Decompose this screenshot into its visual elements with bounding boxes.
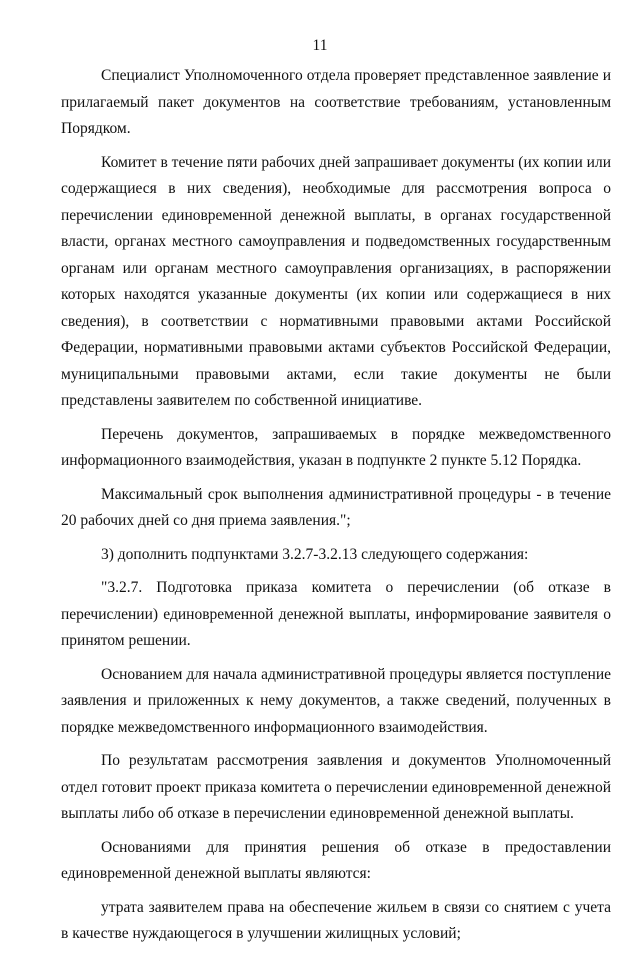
document-body bbox=[61, 63, 611, 955]
paragraph-max-term: Максимальный срок выполнения административной процедуры - в течение 20 рабочих дней со дня приема заявления."; bbox=[61, 485, 611, 529]
paragraph-procedure-basis: Основанием для начала административной процедуры является поступление заявления и приложенных к нему документов, а также сведений, полученных в порядке межведомственного информационного взаимодействия. bbox=[61, 665, 611, 736]
paragraph-amendment-item-3: 3) дополнить подпунктами 3.2.7-3.2.13 следующего содержания: bbox=[101, 545, 529, 563]
page-number: 11 bbox=[312, 37, 328, 54]
paragraph-refusal-grounds: Основаниями для принятия решения об отказе в предоставлении единовременной денежной выплаты являются: bbox=[61, 838, 611, 882]
paragraph-order-draft: По результатам рассмотрения заявления и документов Уполномоченный отдел готовит проект приказа комитета о перечислении единовременной денежной выплаты либо об отказе в перечислении единовременной денежной выплаты. bbox=[61, 752, 611, 822]
paragraph-clause-3-2-7: "3.2.7. Подготовка приказа комитета о перечислении (об отказе в перечислении) единовременной денежной выплаты, информирование заявителя о принятом решении. bbox=[61, 579, 611, 649]
paragraph-specialist-check: Специалист Уполномоченного отдела проверяет представленное заявление и прилагаемый пакет документов на соответствие требованиям, установленным Порядком. bbox=[61, 67, 611, 137]
paragraph-committee-request: Комитет в течение пяти рабочих дней запрашивает документы (их копии или содержащиеся в них сведения), необходимые для рассмотрения вопроса о перечислении единовременной денежной выплаты, в органах государственной власти, органах местного самоуправления и подведомственных государственным органам или органам местного самоуправления организациях, в распоряжении которых находятся указанные документы (их копии или содержащиеся в них сведения), в соответствии с нормативными правовыми актами Российской Федерации, нормативными правовыми актами субъектов Российской Федерации, муниципальными правовыми актами, если такие документы не были представлены заявителем по собственной инициативе. bbox=[61, 153, 611, 409]
paragraph-loss-of-right: утрата заявителем права на обеспечение жильем в связи со снятием с учета в качестве нуждающегося в улучшении жилищных условий; bbox=[61, 898, 611, 942]
paragraph-documents-list: Перечень документов, запрашиваемых в порядке межведомственного информационного взаимодействия, указан в подпункте 2 пункте 5.12 Порядка. bbox=[61, 425, 611, 469]
